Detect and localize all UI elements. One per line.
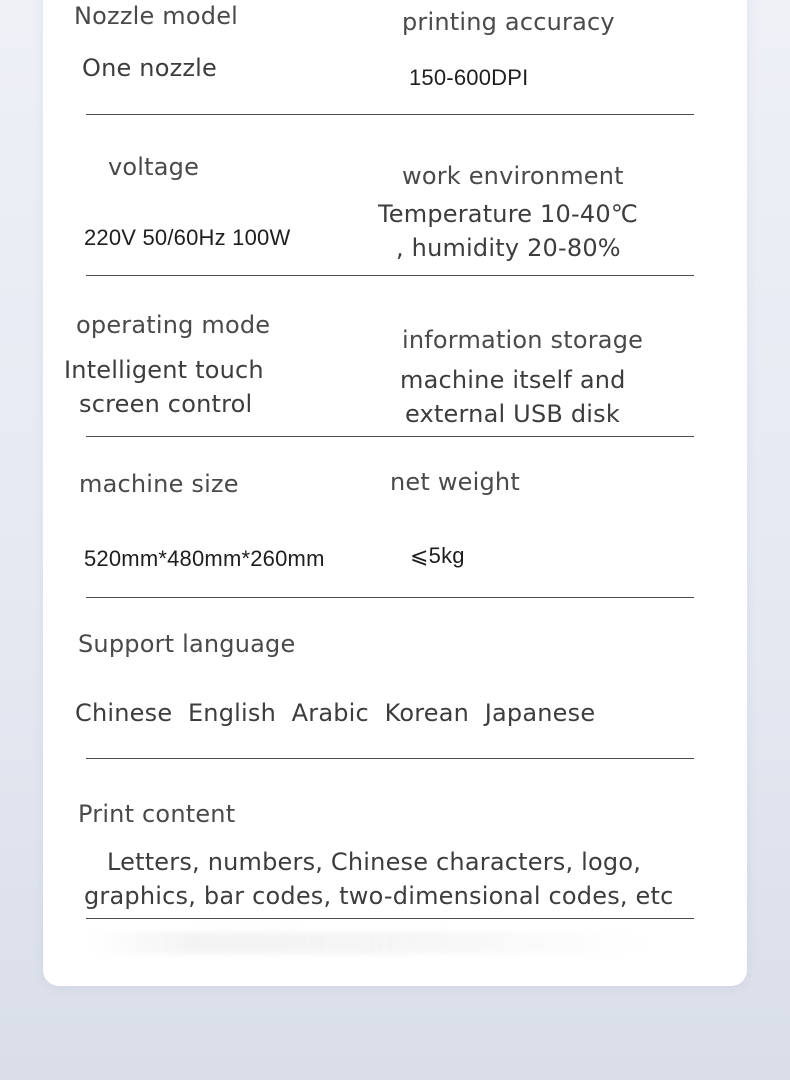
- work-environment-value-line1: Temperature 10-40℃: [378, 200, 638, 228]
- voltage-value: 220V 50/60Hz 100W: [84, 225, 291, 250]
- printing-accuracy-value: 150-600DPI: [409, 65, 529, 90]
- machine-size-value: 520mm*480mm*260mm: [84, 546, 325, 571]
- divider: [86, 436, 694, 437]
- information-storage-value-line2: external USB disk: [405, 400, 620, 428]
- faded-text-artifact: [86, 932, 646, 954]
- operating-mode-value-line1: Intelligent touch: [64, 356, 264, 384]
- net-weight-label: net weight: [390, 468, 520, 496]
- net-weight-value: ⩽5kg: [410, 543, 465, 568]
- machine-size-label: machine size: [79, 470, 239, 498]
- support-language-value: Chinese English Arabic Korean Japanese: [75, 699, 596, 727]
- divider: [86, 275, 694, 276]
- information-storage-value-line1: machine itself and: [400, 366, 626, 394]
- print-content-value-line1: Letters, numbers, Chinese characters, logo,: [106, 848, 642, 876]
- voltage-label: voltage: [108, 153, 200, 181]
- work-environment-label: work environment: [402, 162, 624, 190]
- work-environment-value-line2: , humidity 20-80%: [396, 234, 621, 262]
- print-content-label: Print content: [78, 800, 236, 828]
- divider: [86, 918, 694, 919]
- divider: [86, 758, 694, 759]
- printing-accuracy-label: printing accuracy: [402, 8, 615, 36]
- nozzle-model-value: One nozzle: [82, 54, 218, 82]
- information-storage-label: information storage: [402, 326, 644, 354]
- print-content-value-line2: graphics, bar codes, two-dimensional codes, etc: [84, 882, 674, 910]
- divider: [86, 597, 694, 598]
- support-language-label: Support language: [78, 630, 296, 658]
- operating-mode-label: operating mode: [76, 311, 271, 339]
- nozzle-model-label: Nozzle model: [74, 2, 239, 30]
- divider: [86, 114, 694, 115]
- operating-mode-value-line2: screen control: [79, 390, 253, 418]
